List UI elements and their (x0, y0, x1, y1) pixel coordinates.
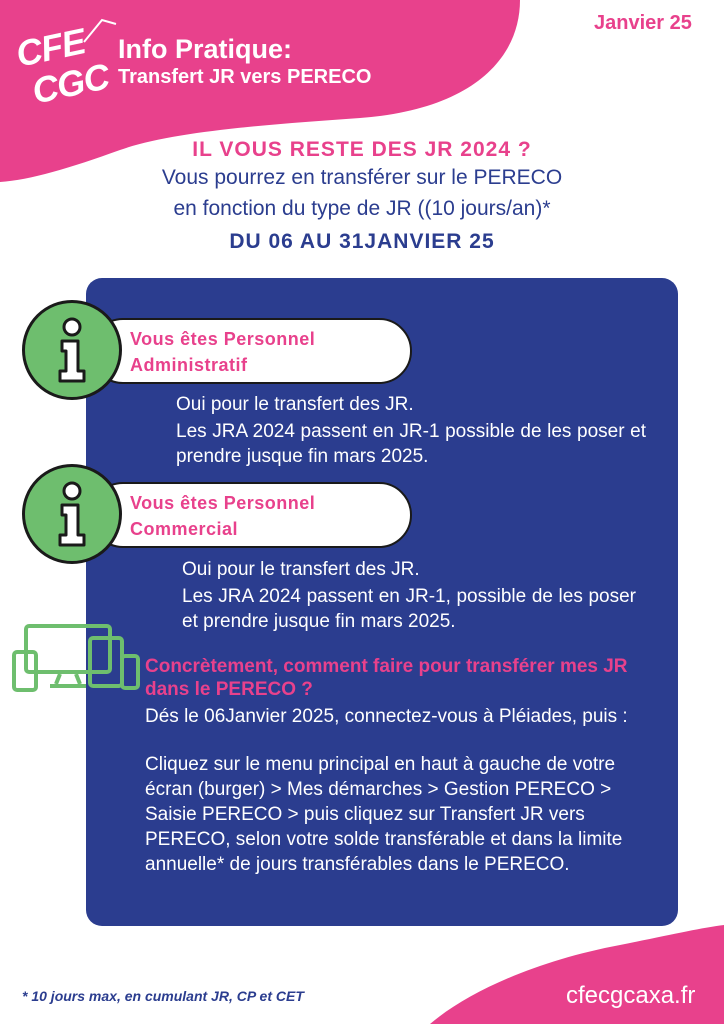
section-admin-title-1: Vous êtes Personnel (130, 329, 316, 349)
how-to-steps: Cliquez sur le menu principal en haut à gauche de votre écran (burger) > Mes démarches > Gestion PERECO > Saisie PERECO > puis cliquez sur Transfert JR vers PERECO, selon votre solde transférable et dans la limite annuelle* de jours transférables dans le PERECO. (145, 754, 623, 875)
transfer-period: DU 06 AU 31JANVIER 25 (229, 230, 495, 253)
section-commercial-body-2: Les JRA 2024 passent en JR-1, possible de les poser et prendre jusque fin mars 2025. (182, 586, 636, 632)
section-commercial-title-1: Vous êtes Personnel (130, 493, 316, 513)
intro-question: IL VOUS RESTE DES JR 2024 ? (192, 138, 532, 161)
intro-line-1: Vous pourrez en transférer sur le PERECO (161, 166, 563, 189)
footnote: * 10 jours max, en cumulant JR, CP et CET (22, 988, 304, 1004)
logo-line-1: CFE (12, 20, 89, 75)
header-subtitle: Transfert JR vers PERECO (118, 66, 372, 88)
logo (12, 20, 113, 112)
header-title: Info Pratique: (118, 34, 292, 64)
logo-line-2: CGC (28, 55, 113, 112)
intro-line-2: en fonction du type de JR ((10 jours/an)* (173, 197, 551, 220)
section-commercial-body-1: Oui pour le transfert des JR. (182, 559, 420, 580)
info-icon (22, 464, 122, 564)
how-to-title: Concrètement, comment faire pour transférer mes JR dans le PERECO ? (145, 656, 628, 700)
section-admin-title-2: Administratif (130, 355, 248, 375)
section-admin-body-1: Oui pour le transfert des JR. (176, 394, 414, 415)
info-icon (22, 300, 122, 400)
section-admin-body-2: Les JRA 2024 passent en JR-1 possible de les poser et prendre jusque fin mars 2025. (176, 421, 646, 467)
website-link[interactable]: cfecgcaxa.fr (566, 982, 696, 1009)
section-commercial-title-2: Commercial (130, 519, 239, 539)
logo-corner-mark (82, 16, 118, 46)
date-label: Janvier 25 (594, 12, 692, 34)
section-admin-header (90, 318, 412, 384)
section-commercial-header (90, 482, 412, 548)
how-to-intro: Dés le 06Janvier 2025, connectez-vous à Pléiades, puis : (145, 706, 628, 727)
devices-icon (12, 622, 142, 694)
